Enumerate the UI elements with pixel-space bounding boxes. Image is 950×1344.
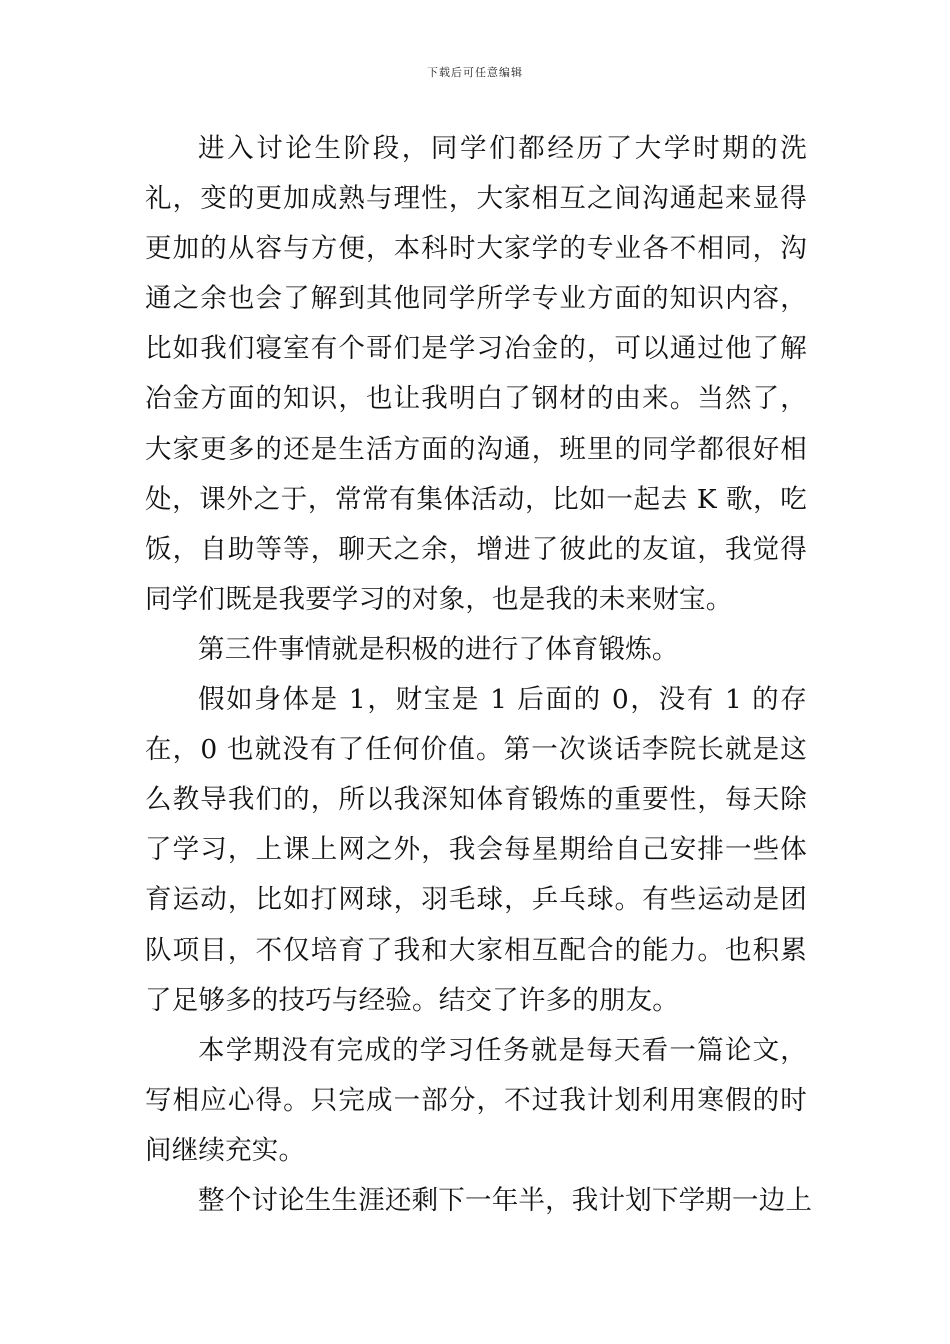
paragraph-unfinished-tasks: 本学期没有完成的学习任务就是每天看一篇论文，写相应心得。只完成一部分，不过我计划利用寒假的时间继续充实。 [145,1034,807,1166]
page-header-note: 下载后可任意编辑 [427,66,523,79]
paragraph-health: 假如身体是 1，财宝是 1 后面的 0，没有 1 的存在，0 也就没有了任何价值。第一次谈话李院长就是这么教导我们的，所以我深知体育锻炼的重要性，每天除了学习，上课上网之外，我会每星期给自己安排一些体育运动，比如打网球，羽毛球，乒乓球。有些运动是团队项目，不仅培育了我和大家相互配合的能力。也积累了足够多的技巧与经验。结交了许多的朋友。 [145,684,807,1016]
paragraph-third-thing: 第三件事情就是积极的进行了体育锻炼。 [198,633,679,665]
paragraph-plan: 整个讨论生生涯还剩下一年半，我计划下学期一边上 [198,1184,813,1216]
paragraph-classmates: 进入讨论生阶段，同学们都经历了大学时期的洗礼，变的更加成熟与理性，大家相互之间沟通起来显得更加的从容与方便，本科时大家学的专业各不相同，沟通之余也会了解到其他同学所学专业方面的知识内容，比如我们寝室有个哥们是学习冶金的，可以通过他了解冶金方面的知识，也让我明白了钢材的由来。当然了，大家更多的还是生活方面的沟通，班里的同学都很好相处，课外之于，常常有集体活动，比如一起去 K 歌，吃饭，自助等等，聊天之余，增进了彼此的友谊，我觉得同学们既是我要学习的对象，也是我的未来财宝。 [145,133,807,615]
document-body [145,124,813,1226]
